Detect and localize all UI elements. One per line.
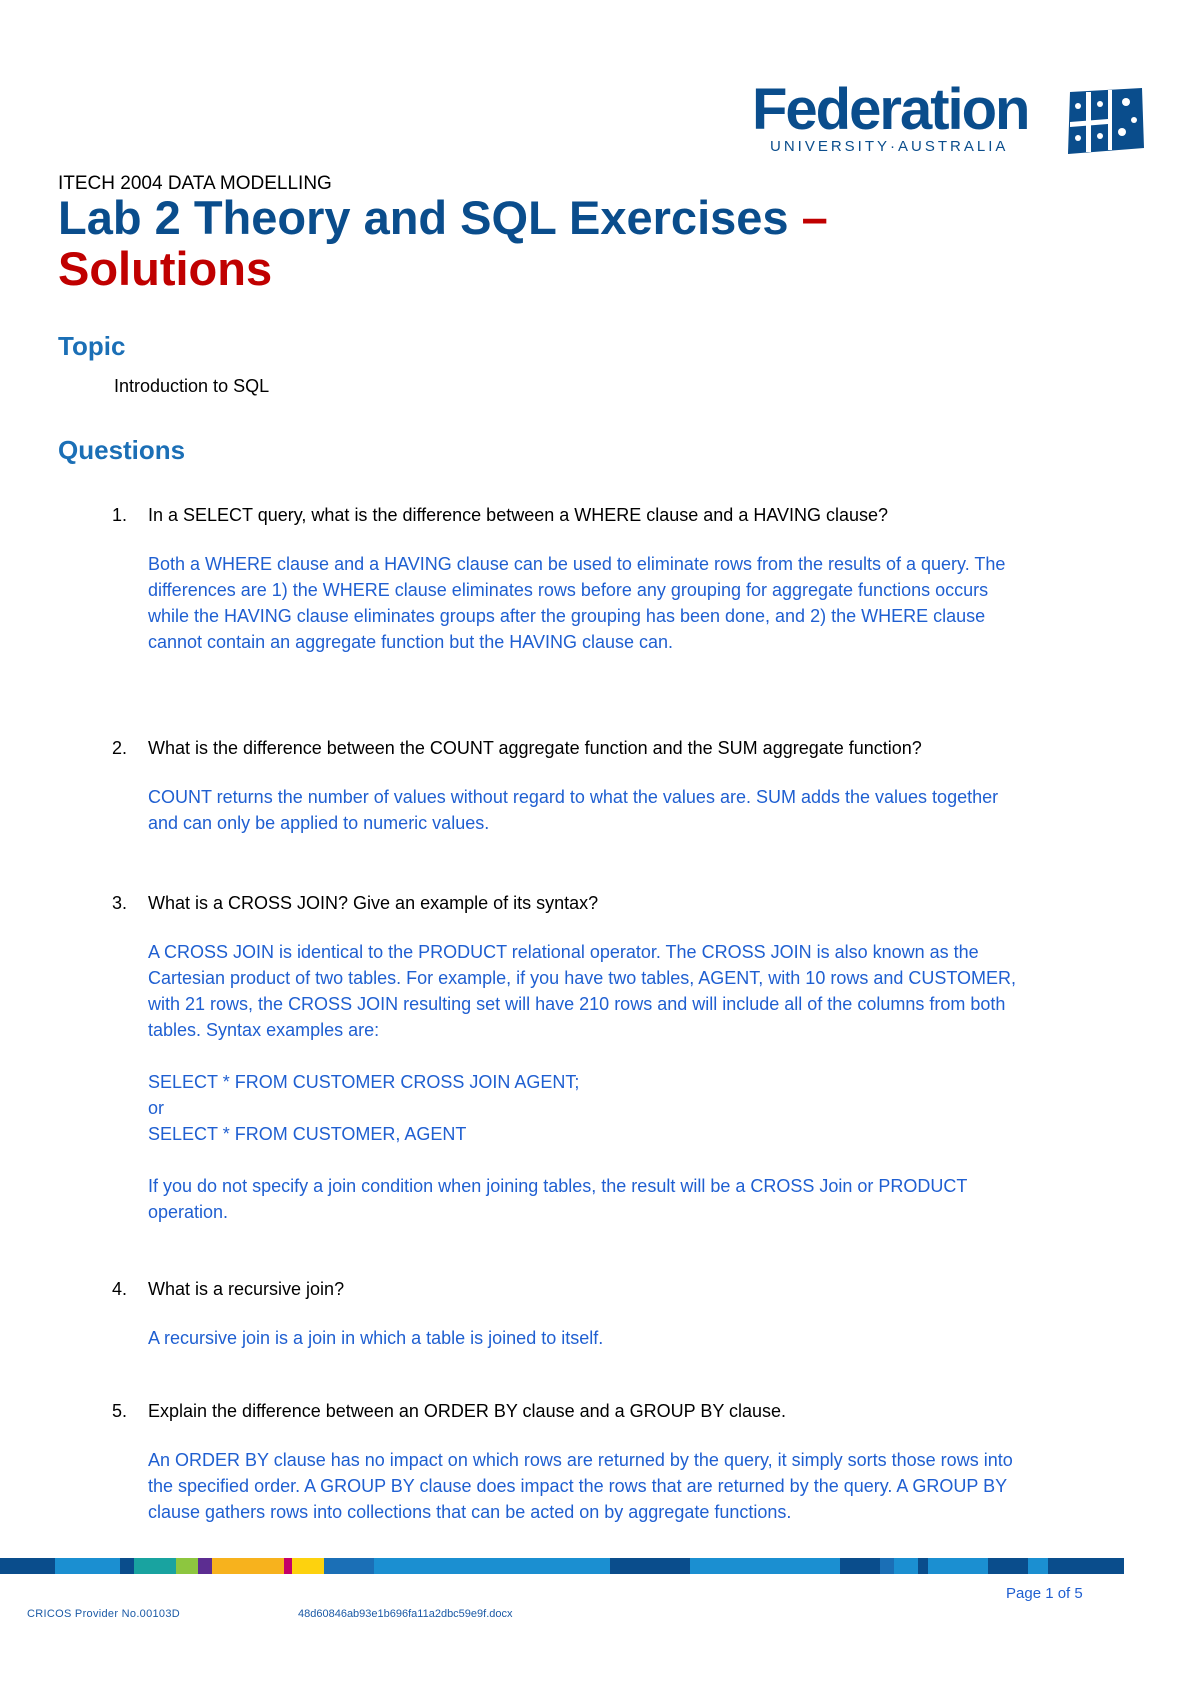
answer-text: A recursive join is a join in which a table is joined to itself. [148,1328,604,1348]
document-filename: 48d60846ab93e1b696fa11a2dbc59e9f.docx [298,1608,513,1620]
page-title [58,192,1058,294]
question-number: 4. [112,1279,128,1299]
question-number: 1. [112,505,128,525]
sql-or: or [148,1098,165,1118]
question-text: What is a recursive join? [148,1279,345,1299]
title-main: Lab 2 Theory and SQL Exercises [58,191,802,244]
sql-example: SELECT * FROM CUSTOMER, AGENT [148,1124,467,1144]
title-subtitle: Solutions [58,242,273,295]
cricos-provider: CRICOS Provider No.00103D [27,1608,181,1620]
answer-text: If you do not specify a join condition when joining tables, the result will be a CROSS Join or PRODUCT operation. [148,1176,968,1222]
page-number: Page 1 of 5 [1006,1585,1083,1602]
logo-subtitle: UNIVERSITY·AUSTRALIA [770,138,1009,155]
topic-text: Introduction to SQL [114,376,270,396]
answer-text: COUNT returns the number of values without regard to what the values are. SUM adds the values together and can only be applied to numeric values. [148,787,999,833]
answer-text: An ORDER BY clause has no impact on which rows are returned by the query, it simply sorts those rows into the specified order. A GROUP BY clause does impact the rows that are returned by the query. A GROUP BY clause gathers rows into collections that can be acted on by aggregate functions. [148,1450,1013,1522]
answer-text: A CROSS JOIN is identical to the PRODUCT relational operator. The CROSS JOIN is also known as the Cartesian product of two tables. For example, if you have two tables, AGENT, with 10 rows and CUSTOMER, with 21 rows, the CROSS JOIN resulting set will have 210 rows and will include all of the columns from both tables. Syntax examples are: [148,942,1017,1040]
sql-example: SELECT * FROM CUSTOMER CROSS JOIN AGENT; [148,1072,580,1092]
question-number: 3. [112,893,128,913]
flag-icon [1064,86,1148,156]
question-number: 2. [112,738,128,758]
federation-logo [752,77,1146,162]
question-text: Explain the difference between an ORDER BY clause and a GROUP BY clause. [148,1401,787,1421]
footer-stripe [0,1558,1200,1574]
question-text: In a SELECT query, what is the difference between a WHERE clause and a HAVING clause? [148,505,889,525]
question-number: 5. [112,1401,128,1421]
question-text: What is the difference between the COUNT aggregate function and the SUM aggregate function? [148,738,922,758]
course-code: ITECH 2004 DATA MODELLING [58,173,332,194]
answer-text: Both a WHERE clause and a HAVING clause can be used to eliminate rows from the results of a query. The differences are 1) the WHERE clause eliminates rows before any grouping for aggregate functions occurs while the HAVING clause eliminates groups after the grouping has been done, and 2) the WHERE clause cannot contain an aggregate function but the HAVING clause can. [148,554,1006,652]
questions-heading: Questions [58,435,186,465]
topic-heading: Topic [58,331,126,361]
question-text: What is a CROSS JOIN? Give an example of its syntax? [148,893,599,913]
logo-wordmark: Federation [752,77,1029,142]
title-dash: – [801,191,828,244]
